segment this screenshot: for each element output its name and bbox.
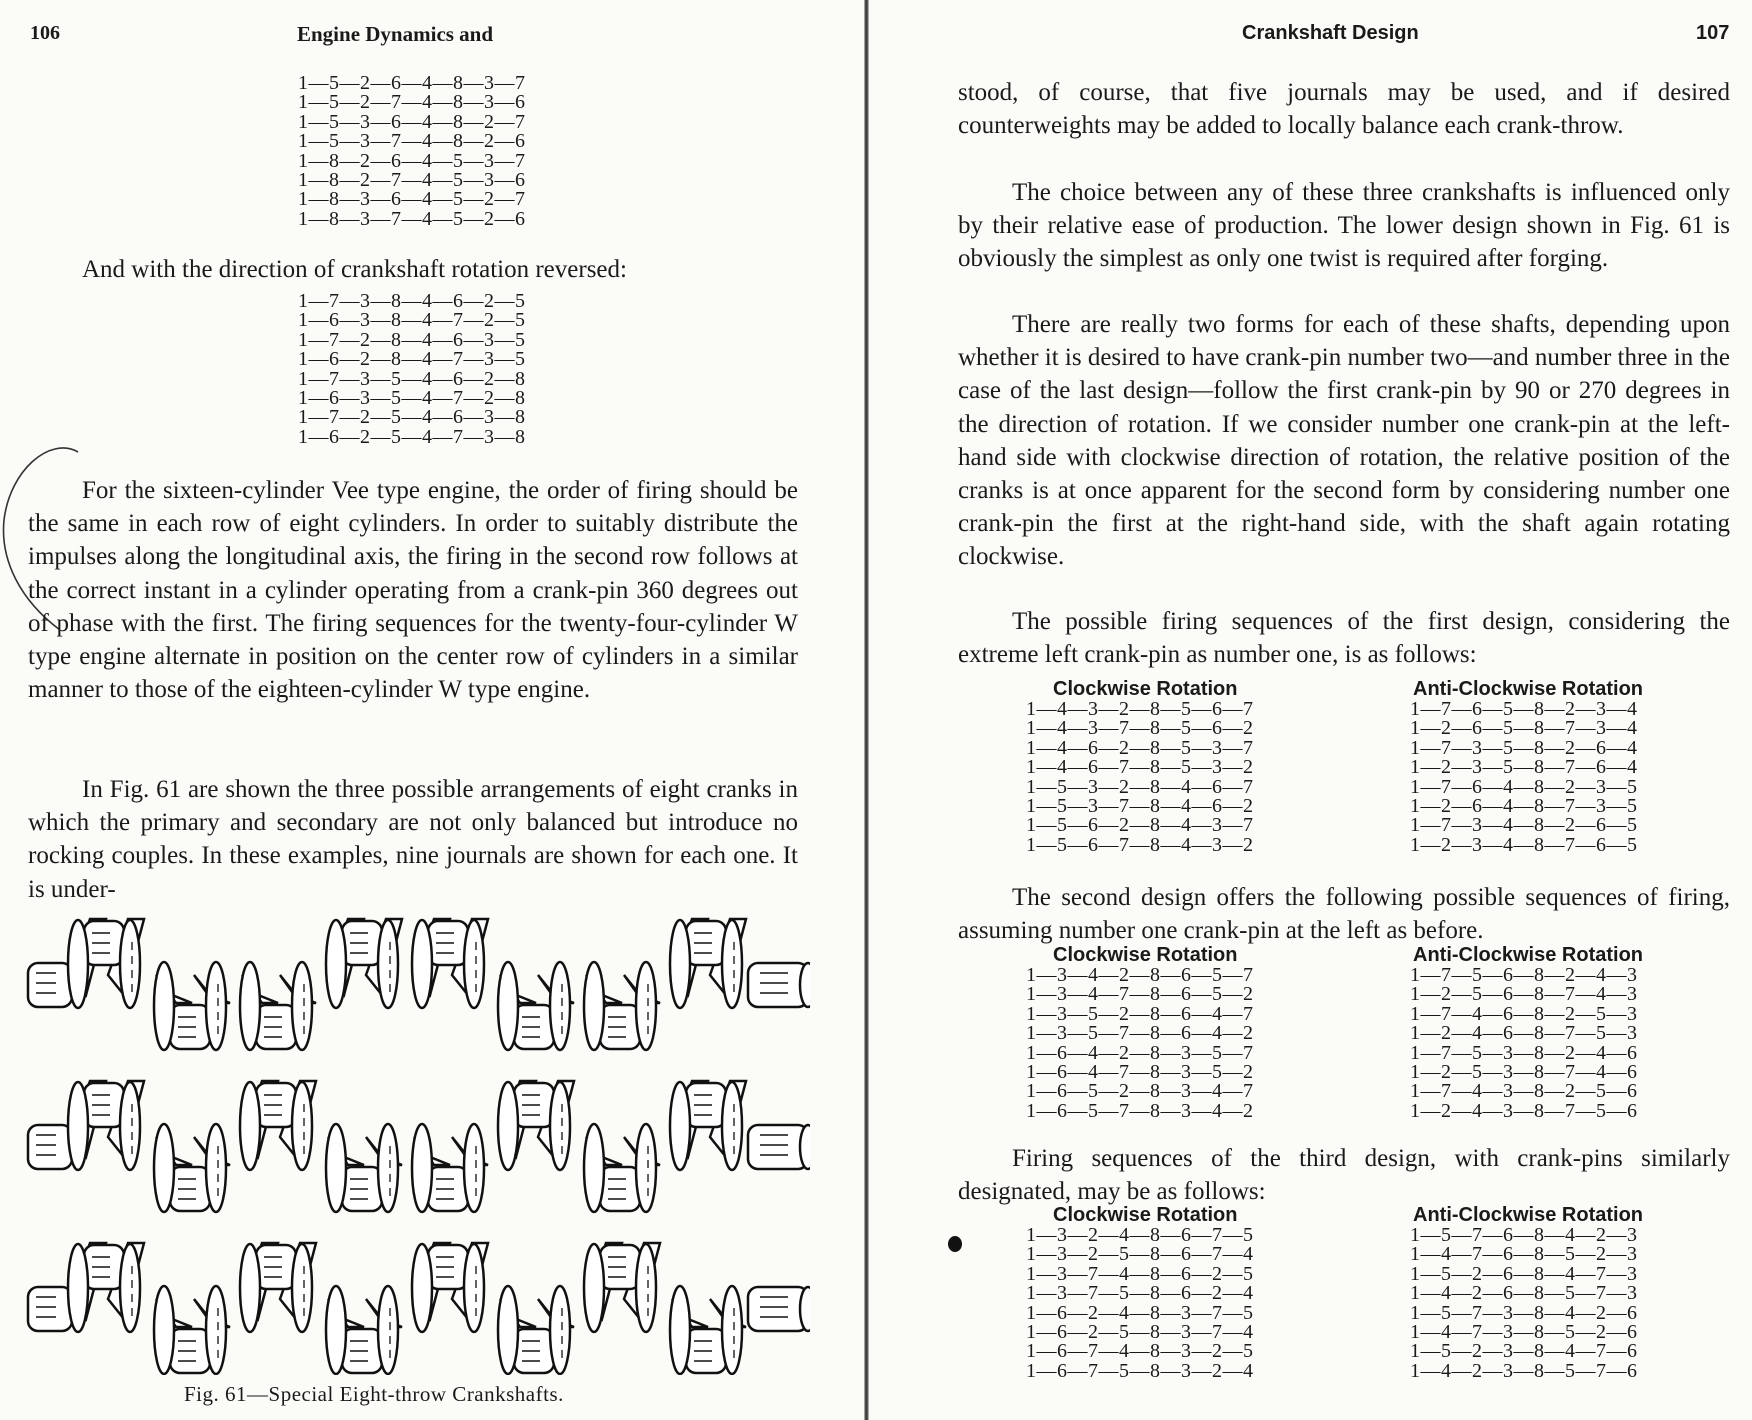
firing-sequence: 1—7—3—5—4—6—2—8 — [298, 367, 526, 390]
page-number-left: 106 — [30, 22, 60, 44]
book-spine — [864, 0, 869, 1420]
paragraph-second-design: The second design offers the following possible sequences of firing, assuming number one crank-pin at the left as before. — [958, 884, 1730, 945]
firing-sequence: 1—6—4—2—8—3—5—7 — [1026, 1041, 1254, 1064]
firing-sequence: 1—6—5—7—8—3—4—2 — [1026, 1099, 1254, 1122]
design1-anticlockwise-list — [1410, 700, 1638, 855]
firing-sequence: 1—5—3—6—4—8—2—7 — [298, 110, 526, 133]
firing-sequence: 1—2—4—3—8—7—5—6 — [1410, 1099, 1638, 1122]
firing-sequence: 1—7—5—3—8—2—4—6 — [1410, 1041, 1638, 1064]
paragraph-stood: stood, of course, that five journals may be used, and if desired counterweights may be added to locally balance each crank-throw. — [958, 79, 1730, 140]
firing-sequence: 1—7—6—5—8—2—3—4 — [1410, 698, 1638, 720]
running-head-right: Crankshaft Design — [1242, 22, 1419, 44]
firing-sequence: 1—8—3—7—4—5—2—6 — [298, 207, 526, 230]
paragraph-two-forms: There are really two forms for each of these shafts, depending upon whether it is desired to have crank-pin number two—and number three in the case of the last design—follow the first crank-pin by 90 or 270 degrees in the direction of rotation. If we consider number one crank-pin at the left-hand side with clockwise direction of rotation, the relative position of the cranks is at once apparent for the second form by considering number one crank-pin the first at the right-hand side, with the shaft again rotating clockwise. — [958, 311, 1730, 571]
firing-sequence: 1—5—3—7—8—4—6—2 — [1026, 795, 1254, 818]
ink-blot — [948, 1236, 962, 1252]
firing-sequence: 1—8—2—7—4—5—3—6 — [298, 169, 526, 192]
design2-anticlockwise-header: Anti-Clockwise Rotation — [1413, 944, 1644, 966]
design2-clockwise-header: Clockwise Rotation — [1053, 944, 1238, 966]
firing-sequence: 1—8—2—6—4—5—3—7 — [298, 149, 526, 172]
left-page — [0, 0, 860, 1420]
firing-sequence: 1—3—4—2—8—6—5—7 — [1026, 964, 1254, 986]
firing-sequence: 1—2—5—3—8—7—4—6 — [1410, 1061, 1638, 1084]
firing-sequence: 1—6—7—4—8—3—2—5 — [1026, 1340, 1254, 1363]
firing-sequence: 1—7—6—4—8—2—3—5 — [1410, 775, 1638, 798]
firing-sequence: 1—3—2—4—8—6—7—5 — [1026, 1224, 1254, 1246]
crankshaft-illustration — [20, 915, 810, 1375]
firing-sequence: 1—2—3—5—8—7—6—4 — [1410, 756, 1638, 779]
firing-sequence: 1—2—5—6—8—7—4—3 — [1410, 983, 1638, 1006]
firing-sequence: 1—3—5—2—8—6—4—7 — [1026, 1002, 1254, 1025]
firing-sequence: 1—8—3—6—4—5—2—7 — [298, 188, 526, 211]
crankshaft-figure — [20, 915, 810, 1375]
firing-sequence: 1—6—2—5—4—7—3—8 — [298, 425, 526, 448]
right-page — [870, 0, 1752, 1420]
firing-sequence: 1—7—4—6—8—2—5—3 — [1410, 1002, 1638, 1025]
crankshaft-drawing — [28, 1243, 810, 1374]
firing-sequence: 1—5—7—3—8—4—2—6 — [1410, 1301, 1638, 1324]
firing-sequence: 1—7—3—5—8—2—6—4 — [1410, 736, 1638, 759]
firing-sequence: 1—2—6—4—8—7—3—5 — [1410, 795, 1638, 818]
firing-sequence: 1—4—3—7—8—5—6—2 — [1026, 717, 1254, 740]
firing-sequence: 1—3—4—7—8—6—5—2 — [1026, 983, 1254, 1006]
firing-sequence: 1—5—2—6—4—8—3—7 — [298, 72, 526, 94]
paragraph-third-design: Firing sequences of the third design, with crank-pins similarly designated, may be as follows: — [958, 1145, 1730, 1206]
firing-sequence: 1—6—2—8—4—7—3—5 — [298, 348, 526, 371]
firing-sequence: 1—5—7—6—8—4—2—3 — [1410, 1224, 1638, 1246]
firing-sequence: 1—3—7—4—8—6—2—5 — [1026, 1262, 1254, 1285]
firing-sequence: 1—2—6—5—8—7—3—4 — [1410, 717, 1638, 740]
firing-sequence: 1—3—5—7—8—6—4—2 — [1026, 1022, 1254, 1045]
firing-sequence: 1—6—4—7—8—3—5—2 — [1026, 1061, 1254, 1084]
firing-sequence: 1—7—2—5—4—6—3—8 — [298, 406, 526, 429]
paragraph-sixteen-cylinder: For the sixteen-cylinder Vee type engine, the order of firing should be the same in each row of eight cylinders. In order to suitably distribute the impulses along the longitudinal axis, the firing in the second row follows at the correct instant in a cylinder operating from a crank-pin 360 degrees out of phase with the first. The firing sequences for the twenty-four-cylinder W type engine alternate in position on the center row of cylinders in a similar manner to those of the eighteen-cylinder W type engine. — [28, 477, 798, 704]
firing-sequence: 1—5—2—3—8—4—7—6 — [1410, 1340, 1638, 1363]
firing-sequence: 1—2—3—4—8—7—6—5 — [1410, 833, 1638, 856]
figure-caption: Fig. 61—Special Eight-throw Crankshafts. — [184, 1382, 564, 1406]
page-number-right: 107 — [1696, 22, 1730, 44]
firing-sequence: 1—4—2—3—8—5—7—6 — [1410, 1359, 1638, 1382]
firing-sequence: 1—6—5—2—8—3—4—7 — [1026, 1080, 1254, 1103]
firing-sequence: 1—5—2—6—8—4—7—3 — [1410, 1262, 1638, 1285]
firing-sequence: 1—4—7—3—8—5—2—6 — [1410, 1321, 1638, 1344]
design2-clockwise-list — [1026, 966, 1254, 1121]
firing-sequence: 1—4—3—2—8—5—6—7 — [1026, 698, 1254, 720]
design3-anticlockwise-header: Anti-Clockwise Rotation — [1413, 1204, 1644, 1226]
design1-anticlockwise-header: Anti-Clockwise Rotation — [1413, 678, 1644, 700]
sequence-list-normal — [298, 74, 526, 229]
running-head-left: Engine Dynamics and — [297, 22, 494, 46]
firing-sequence: 1—7—5—6—8—2—4—3 — [1410, 964, 1638, 986]
sequence-list-reversed — [298, 292, 526, 447]
design2-anticlockwise-list — [1410, 966, 1638, 1121]
crankshaft-drawing — [28, 1081, 810, 1212]
firing-sequence: 1—5—6—7—8—4—3—2 — [1026, 833, 1254, 856]
firing-sequence: 1—5—3—2—8—4—6—7 — [1026, 775, 1254, 798]
firing-sequence: 1—4—2—6—8—5—7—3 — [1410, 1282, 1638, 1305]
firing-sequence: 1—4—7—6—8—5—2—3 — [1410, 1243, 1638, 1266]
firing-sequence: 1—6—2—4—8—3—7—5 — [1026, 1301, 1254, 1324]
firing-sequence: 1—4—6—2—8—5—3—7 — [1026, 736, 1254, 759]
design1-clockwise-list — [1026, 700, 1254, 855]
paragraph-first-design: The possible firing sequences of the first design, considering the extreme left crank-pin as number one, is as follows: — [958, 608, 1730, 669]
firing-sequence: 1—3—7—5—8—6—2—4 — [1026, 1282, 1254, 1305]
firing-sequence: 1—6—7—5—8—3—2—4 — [1026, 1359, 1254, 1382]
firing-sequence: 1—7—3—8—4—6—2—5 — [298, 290, 526, 312]
design3-clockwise-list — [1026, 1226, 1254, 1381]
reversed-intro: And with the direction of crankshaft rotation reversed: — [82, 256, 627, 283]
firing-sequence: 1—7—3—4—8—2—6—5 — [1410, 814, 1638, 837]
firing-sequence: 1—2—4—6—8—7—5—3 — [1410, 1022, 1638, 1045]
firing-sequence: 1—6—3—5—4—7—2—8 — [298, 387, 526, 410]
design3-clockwise-header: Clockwise Rotation — [1053, 1204, 1238, 1226]
firing-sequence: 1—6—3—8—4—7—2—5 — [298, 309, 526, 332]
design1-clockwise-header: Clockwise Rotation — [1053, 678, 1238, 700]
paragraph-fig61-intro: In Fig. 61 are shown the three possible arrangements of eight cranks in which the primary and secondary are not only balanced but introduce no rocking couples. In these examples, nine journals are shown for each one. It is under- — [28, 776, 798, 903]
design3-anticlockwise-list — [1410, 1226, 1638, 1381]
firing-sequence: 1—7—4—3—8—2—5—6 — [1410, 1080, 1638, 1103]
firing-sequence: 1—3—2—5—8—6—7—4 — [1026, 1243, 1254, 1266]
firing-sequence: 1—7—2—8—4—6—3—5 — [298, 328, 526, 351]
firing-sequence: 1—4—6—7—8—5—3—2 — [1026, 756, 1254, 779]
crankshaft-drawing — [28, 919, 810, 1050]
firing-sequence: 1—5—3—7—4—8—2—6 — [298, 130, 526, 153]
firing-sequence: 1—6—2—5—8—3—7—4 — [1026, 1321, 1254, 1344]
firing-sequence: 1—5—2—7—4—8—3—6 — [298, 91, 526, 114]
paragraph-choice: The choice between any of these three crankshafts is influenced only by their relative ease of production. The lower design shown in Fig. 61 is obviously the simplest as only one twist is required after forging. — [958, 179, 1730, 273]
firing-sequence: 1—5—6—2—8—4—3—7 — [1026, 814, 1254, 837]
